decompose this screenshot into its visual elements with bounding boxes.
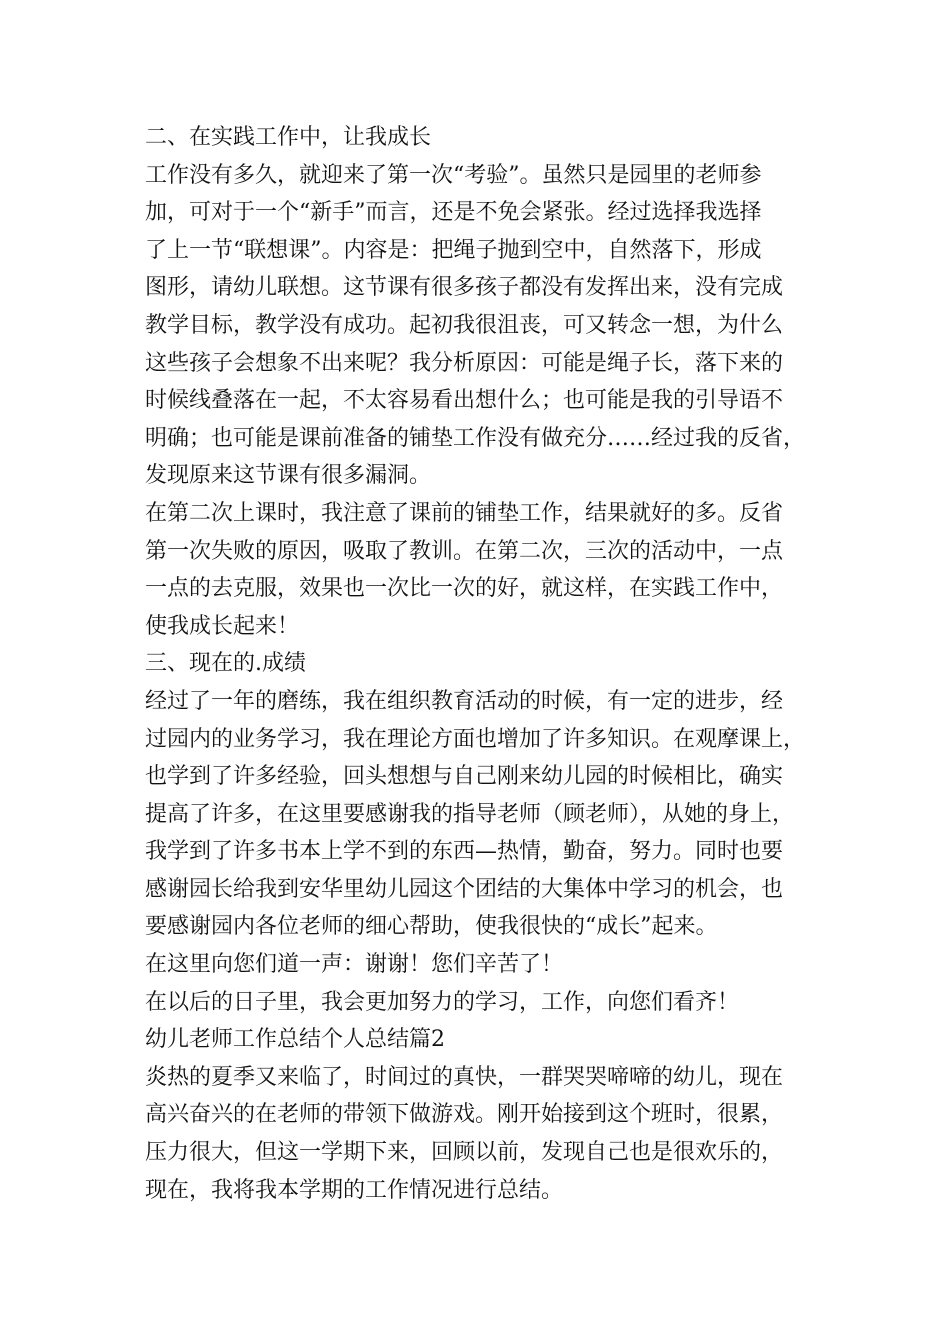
text-line: 在第二次上课时，我注意了课前的铺垫工作，结果就好的多。反省 [145,500,784,526]
text-line: 工作没有多久，就迎来了第一次“考验”。虽然只是园里的老师参 [145,162,762,188]
text-line: 我学到了许多书本上学不到的东西—热情，勤奋，努力。同时也要 [145,839,784,865]
text-line: 提高了许多，在这里要感谢我的指导老师（顾老师），从她的身上， [145,801,795,827]
text-line: 过园内的业务学习，我在理论方面也增加了许多知识。在观摩课上， [145,726,806,752]
document-body [145,119,810,1209]
heading-section-3: 三、现在的.成绩 [145,651,306,677]
text-line: 第一次失败的原因，吸取了教训。在第二次，三次的活动中，一点 [145,538,784,564]
text-line: 在这里向您们道一声：谢谢！您们辛苦了！ [145,952,564,978]
text-line: 经过了一年的磨练，我在组织教育活动的时候，有一定的进步，经 [145,688,784,714]
text-line: 炎热的夏季又来临了，时间过的真快，一群哭哭啼啼的幼儿，现在 [145,1064,784,1090]
text-line: 在以后的日子里，我会更加努力的学习，工作，向您们看齐！ [145,989,740,1015]
text-line: 使我成长起来！ [145,613,300,639]
text-line: 要感谢园内各位老师的细心帮助，使我很快的“成长”起来。 [145,914,718,940]
text-line: 这些孩子会想象不出来呢？我分析原因：可能是绳子长，落下来的 [145,350,784,376]
text-line: 时候线叠落在一起，不太容易看出想什么；也可能是我的引导语不 [145,388,784,414]
text-line: 发现原来这节课有很多漏洞。 [145,463,432,489]
text-line: 一点的去克服，效果也一次比一次的好，就这样，在实践工作中， [145,576,784,602]
text-line: 也学到了许多经验，回头想想与自己刚来幼儿园的时候相比，确实 [145,764,784,790]
text-line: 高兴奋兴的在老师的带领下做游戏。刚开始接到这个班时，很累， [145,1102,784,1128]
text-line: 加，可对于一个“新手”而言，还是不免会紧张。经过选择我选择 [145,200,762,226]
article-title-part-2: 幼儿老师工作总结个人总结篇2 [145,1027,445,1053]
text-line: 感谢园长给我到安华里幼儿园这个团结的大集体中学习的机会，也 [145,876,784,902]
text-line: 了上一节“联想课”。内容是：把绳子抛到空中，自然落下，形成 [145,237,762,263]
text-line: 明确；也可能是课前准备的铺垫工作没有做充分……经过我的反省， [145,425,806,451]
text-line: 教学目标，教学没有成功。起初我很沮丧，可又转念一想，为什么 [145,312,784,338]
text-line: 图形，请幼儿联想。这节课有很多孩子都没有发挥出来，没有完成 [145,275,784,301]
text-line: 现在，我将我本学期的工作情况进行总结。 [145,1177,564,1203]
heading-section-2: 二、在实践工作中，让我成长 [145,125,432,150]
text-line: 压力很大，但这一学期下来，回顾以前，发现自己也是很欢乐的， [145,1140,784,1166]
